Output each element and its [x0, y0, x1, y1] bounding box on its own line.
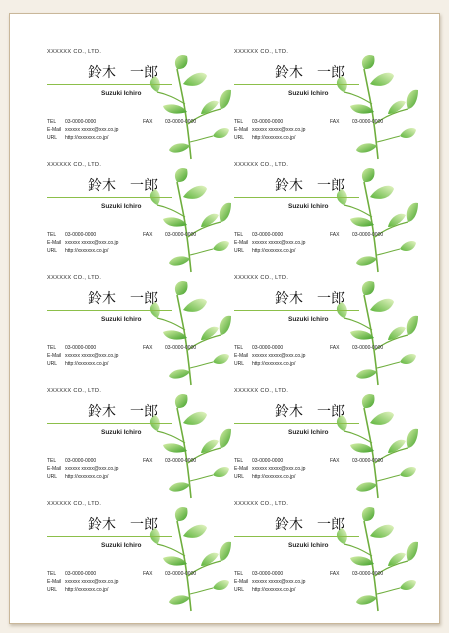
name-underline — [234, 84, 359, 85]
email-value: xxxxxx xxxxx@xxx.co.jp — [252, 353, 306, 359]
person-name: 鈴木 一郎 — [88, 65, 158, 81]
company-name: XXXXXX CO., LTD. — [47, 162, 102, 168]
tel-label: TEL — [47, 232, 57, 238]
business-card — [47, 49, 233, 161]
tel-label: TEL — [47, 345, 57, 351]
url-label: URL — [234, 135, 245, 141]
company-name: XXXXXX CO., LTD. — [234, 49, 289, 55]
person-name-romaji: Suzuki Ichiro — [288, 542, 329, 549]
name-underline — [47, 197, 172, 198]
url-label: URL — [47, 135, 58, 141]
email-label: E-Mail — [47, 579, 62, 585]
name-underline — [234, 310, 359, 311]
url-value: http://xxxxxxx.co.jp/ — [252, 474, 296, 480]
url-label: URL — [47, 248, 58, 254]
url-label: URL — [234, 474, 245, 480]
url-value: http://xxxxxxx.co.jp/ — [65, 474, 109, 480]
company-name: XXXXXX CO., LTD. — [47, 275, 102, 281]
person-name: 鈴木 一郎 — [275, 517, 345, 533]
url-value: http://xxxxxxx.co.jp/ — [65, 361, 109, 367]
url-label: URL — [47, 474, 58, 480]
tel-value: 03-0000-0000 — [252, 571, 284, 577]
email-label: E-Mail — [47, 127, 62, 133]
tel-value: 03-0000-0000 — [65, 458, 97, 464]
person-name-romaji: Suzuki Ichiro — [288, 90, 329, 97]
fax-label: FAX — [143, 458, 153, 464]
business-card — [47, 162, 233, 274]
url-label: URL — [47, 361, 58, 367]
business-card — [47, 275, 233, 387]
person-name: 鈴木 一郎 — [275, 291, 345, 307]
business-card — [234, 275, 420, 387]
person-name-romaji: Suzuki Ichiro — [101, 316, 142, 323]
fax-value: 03-0000-0000 — [352, 458, 384, 464]
url-value: http://xxxxxxx.co.jp/ — [252, 135, 296, 141]
fax-label: FAX — [143, 232, 153, 238]
tel-label: TEL — [234, 232, 244, 238]
company-name: XXXXXX CO., LTD. — [47, 388, 102, 394]
url-value: http://xxxxxxx.co.jp/ — [252, 587, 296, 593]
person-name-romaji: Suzuki Ichiro — [288, 203, 329, 210]
company-name: XXXXXX CO., LTD. — [47, 501, 102, 507]
url-label: URL — [234, 361, 245, 367]
tel-value: 03-0000-0000 — [252, 345, 284, 351]
url-label: URL — [47, 587, 58, 593]
email-label: E-Mail — [234, 240, 249, 246]
fax-value: 03-0000-0000 — [352, 232, 384, 238]
person-name-romaji: Suzuki Ichiro — [288, 316, 329, 323]
business-card-sheet — [9, 13, 440, 624]
name-underline — [234, 536, 359, 537]
tel-value: 03-0000-0000 — [252, 119, 284, 125]
email-label: E-Mail — [234, 127, 249, 133]
fax-value: 03-0000-0000 — [165, 458, 197, 464]
fax-label: FAX — [143, 571, 153, 577]
url-value: http://xxxxxxx.co.jp/ — [65, 135, 109, 141]
fax-label: FAX — [330, 458, 340, 464]
tel-value: 03-0000-0000 — [65, 232, 97, 238]
email-label: E-Mail — [47, 240, 62, 246]
fax-value: 03-0000-0000 — [352, 571, 384, 577]
tel-label: TEL — [234, 458, 244, 464]
email-value: xxxxxx xxxxx@xxx.co.jp — [65, 353, 119, 359]
company-name: XXXXXX CO., LTD. — [234, 275, 289, 281]
tel-label: TEL — [47, 571, 57, 577]
business-card — [234, 49, 420, 161]
fax-label: FAX — [330, 232, 340, 238]
company-name: XXXXXX CO., LTD. — [234, 501, 289, 507]
email-label: E-Mail — [234, 579, 249, 585]
tel-value: 03-0000-0000 — [252, 458, 284, 464]
person-name: 鈴木 一郎 — [88, 404, 158, 420]
person-name: 鈴木 一郎 — [88, 178, 158, 194]
email-value: xxxxxx xxxxx@xxx.co.jp — [252, 240, 306, 246]
email-value: xxxxxx xxxxx@xxx.co.jp — [65, 127, 119, 133]
business-card — [47, 388, 233, 500]
email-value: xxxxxx xxxxx@xxx.co.jp — [65, 579, 119, 585]
person-name: 鈴木 一郎 — [275, 178, 345, 194]
email-value: xxxxxx xxxxx@xxx.co.jp — [65, 466, 119, 472]
tel-label: TEL — [234, 345, 244, 351]
tel-label: TEL — [234, 571, 244, 577]
person-name-romaji: Suzuki Ichiro — [101, 542, 142, 549]
email-value: xxxxxx xxxxx@xxx.co.jp — [65, 240, 119, 246]
person-name-romaji: Suzuki Ichiro — [101, 203, 142, 210]
name-underline — [234, 197, 359, 198]
fax-value: 03-0000-0000 — [352, 119, 384, 125]
company-name: XXXXXX CO., LTD. — [234, 388, 289, 394]
tel-value: 03-0000-0000 — [65, 571, 97, 577]
business-card — [234, 388, 420, 500]
email-value: xxxxxx xxxxx@xxx.co.jp — [252, 127, 306, 133]
company-name: XXXXXX CO., LTD. — [47, 49, 102, 55]
tel-label: TEL — [234, 119, 244, 125]
business-card — [234, 162, 420, 274]
fax-label: FAX — [330, 345, 340, 351]
url-label: URL — [234, 248, 245, 254]
url-value: http://xxxxxxx.co.jp/ — [252, 248, 296, 254]
fax-label: FAX — [143, 119, 153, 125]
url-label: URL — [234, 587, 245, 593]
business-card — [47, 501, 233, 613]
email-label: E-Mail — [234, 466, 249, 472]
email-label: E-Mail — [234, 353, 249, 359]
name-underline — [47, 536, 172, 537]
email-value: xxxxxx xxxxx@xxx.co.jp — [252, 466, 306, 472]
email-label: E-Mail — [47, 353, 62, 359]
name-underline — [47, 310, 172, 311]
person-name-romaji: Suzuki Ichiro — [101, 429, 142, 436]
company-name: XXXXXX CO., LTD. — [234, 162, 289, 168]
name-underline — [234, 423, 359, 424]
tel-value: 03-0000-0000 — [65, 345, 97, 351]
person-name: 鈴木 一郎 — [275, 404, 345, 420]
fax-label: FAX — [330, 571, 340, 577]
fax-label: FAX — [330, 119, 340, 125]
business-card — [234, 501, 420, 613]
url-value: http://xxxxxxx.co.jp/ — [252, 361, 296, 367]
tel-value: 03-0000-0000 — [252, 232, 284, 238]
tel-label: TEL — [47, 458, 57, 464]
person-name-romaji: Suzuki Ichiro — [288, 429, 329, 436]
person-name: 鈴木 一郎 — [88, 291, 158, 307]
person-name: 鈴木 一郎 — [88, 517, 158, 533]
name-underline — [47, 423, 172, 424]
person-name: 鈴木 一郎 — [275, 65, 345, 81]
fax-label: FAX — [143, 345, 153, 351]
tel-label: TEL — [47, 119, 57, 125]
fax-value: 03-0000-0000 — [165, 345, 197, 351]
tel-value: 03-0000-0000 — [65, 119, 97, 125]
name-underline — [47, 84, 172, 85]
email-label: E-Mail — [47, 466, 62, 472]
fax-value: 03-0000-0000 — [165, 571, 197, 577]
fax-value: 03-0000-0000 — [165, 232, 197, 238]
fax-value: 03-0000-0000 — [165, 119, 197, 125]
email-value: xxxxxx xxxxx@xxx.co.jp — [252, 579, 306, 585]
url-value: http://xxxxxxx.co.jp/ — [65, 587, 109, 593]
person-name-romaji: Suzuki Ichiro — [101, 90, 142, 97]
fax-value: 03-0000-0000 — [352, 345, 384, 351]
url-value: http://xxxxxxx.co.jp/ — [65, 248, 109, 254]
